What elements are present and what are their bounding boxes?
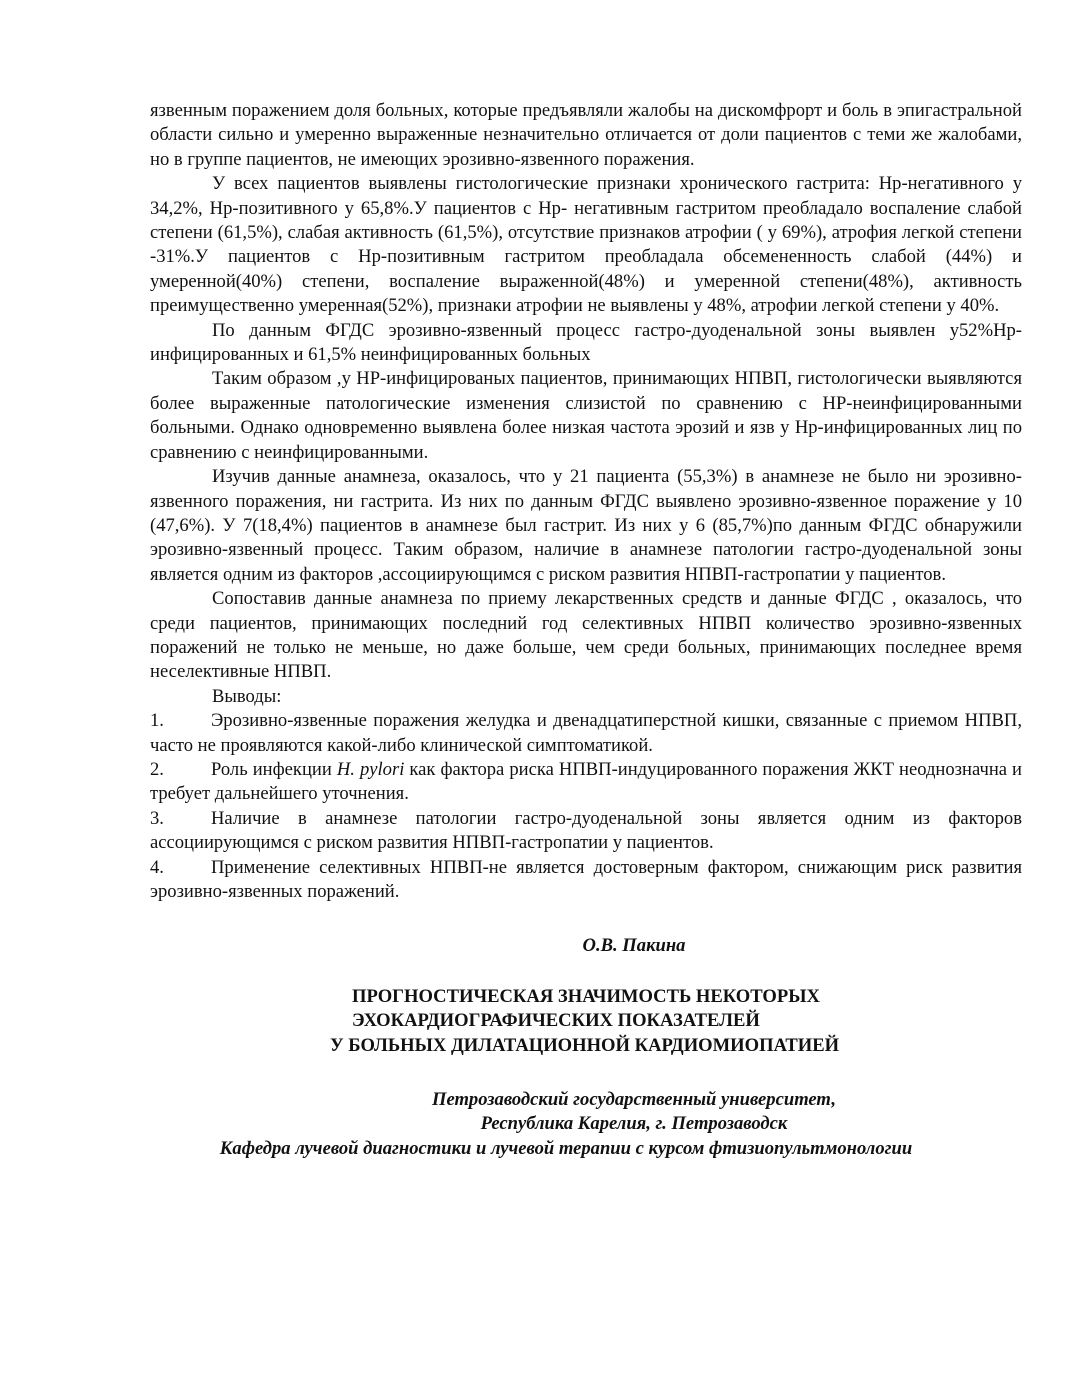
conclusion-number: 1.: [150, 710, 164, 732]
article-title-line: ПРОГНОСТИЧЕСКАЯ ЗНАЧИМОСТЬ НЕКОТОРЫХ: [352, 985, 820, 1007]
article-author: О.В. Пакина: [582, 935, 686, 957]
conclusion-number: 2.: [150, 758, 164, 780]
paragraph-fgds: По данным ФГДС эрозивно-язвенный процесс гастро-дуоденальной зоны выявлен у52%Hp-инфицированных и 61,5% неинфицированных больных: [150, 319, 1022, 366]
conclusion-item-1: [150, 709, 1022, 758]
affiliation-line: Республика Карелия, г. Петрозаводск: [480, 1113, 788, 1135]
conclusion-item-2: [150, 758, 1022, 807]
conclusion-text: Применение селективных НПВП-не является достоверным фактором, снижающим риск развития эрозивно-язвенных поражений.: [150, 856, 1022, 902]
conclusion-text-post: как фактора риска НПВП-индуцированного поражения ЖКТ неоднозначна и требует дальнейшего уточнения.: [150, 758, 1023, 805]
conclusion-text: Наличие в анамнезе патологии гастро-дуоденальной зоны является одним из факторов ассоциирующимся с риском развития НПВП-гастропатии у пациентов.: [150, 807, 1022, 854]
conclusion-item-3: [150, 807, 1022, 856]
article-affiliation: [150, 1088, 1022, 1161]
conclusion-text: Эрозивно-язвенные поражения желудка и двенадцатиперстной кишки, связанные с приемом НПВП, часто не проявляются какой-либо клинической симптоматикой.: [150, 710, 1022, 756]
paragraph-summary: Таким образом ,у HP-инфицированых пациентов, принимающих НПВП, гистологически выявляются более выраженные патологические изменения слизистой по сравнению с HP-неинфицированными больными. Однако одновременно выявлена более низкая частота эрозий и язв у Hp-инфицированных лиц по сравнению с неинфицированными.: [150, 368, 1022, 463]
paragraph-drugs: Сопоставив данные анамнеза по приему лекарственных средств и данные ФГДС , оказалось, что среди пациентов, принимающих последний год селективных НПВП количество эрозивно-язвенных поражений не только не меньше, но даже больше, чем среди больных, принимающих последнее время неселективные НПВП.: [150, 588, 1022, 683]
paragraph-histology: У всех пациентов выявлены гистологические признаки хронического гастрита: Hp-негативного у 34,2%, Hp-позитивного у 65,8%.У пациентов с Hp- негативным гастритом преобладало воспаление слабой степени (61,5%), слабая активность (61,5%), отсутствие признаков атрофии ( у 69%), атрофия легкой степени -31%.У пациентов с Hp-позитивным гастритом преобладала обсемененность слабой (44%) и умеренной(40%) степени, воспаление выраженной(48%) и умеренной степени(48%), активность преимущественно умеренная(52%), признаки атрофии не выявлены у 48%, атрофии легкой степени у 40%.: [150, 173, 1022, 317]
species-name: H. pylori: [336, 758, 405, 780]
conclusion-item-4: [150, 856, 1022, 905]
document-page: [150, 99, 1022, 1161]
paragraph-anamnesis: Изучив данные анамнеза, оказалось, что у 21 пациента (55,3%) в анамнезе не было ни эрозивно-язвенного поражения, ни гастрита. Из них по данным ФГДС выявлено эрозивно-язвенное поражение у 10 (47,6%). У 7(18,4%) пациентов в анамнезе был гастрит. Из них у 6 (85,7%)по данным ФГДС обнаружили эрозивно-язвенный процесс. Таким образом, наличие в анамнезе патологии гастро-дуоденальной зоны является одним из факторов ,ассоциирующимся с риском развития НПВП-гастропатии у пациентов.: [150, 466, 1022, 585]
conclusion-number: 4.: [150, 856, 164, 878]
conclusion-number: 3.: [150, 807, 164, 829]
conclusion-text-pre: Роль инфекции: [211, 758, 337, 780]
article-title-line: ЭХОКАРДИОГРАФИЧЕСКИХ ПОКАЗАТЕЛЕЙ: [352, 1010, 760, 1032]
article-title: [150, 985, 1022, 1058]
affiliation-line: Петрозаводский государственный университет,: [431, 1089, 836, 1111]
paragraph-continuation: язвенным поражением доля больных, которые предъявляли жалобы на дискомфрорт и боль в эпигастральной области сильно и умеренно выраженные незначительно отличается от доли пациентов с теми же жалобами, но в группе пациентов, не имеющих эрозивно-язвенного поражения.: [150, 100, 1022, 170]
article-title-line: У БОЛЬНЫХ ДИЛАТАЦИОННОЙ КАРДИОМИОПАТИЕЙ: [330, 1034, 840, 1056]
conclusions-heading: Выводы:: [212, 685, 282, 707]
affiliation-line: Кафедра лучевой диагностики и лучевой терапии с курсом фтизиопультмонологии: [219, 1137, 913, 1159]
